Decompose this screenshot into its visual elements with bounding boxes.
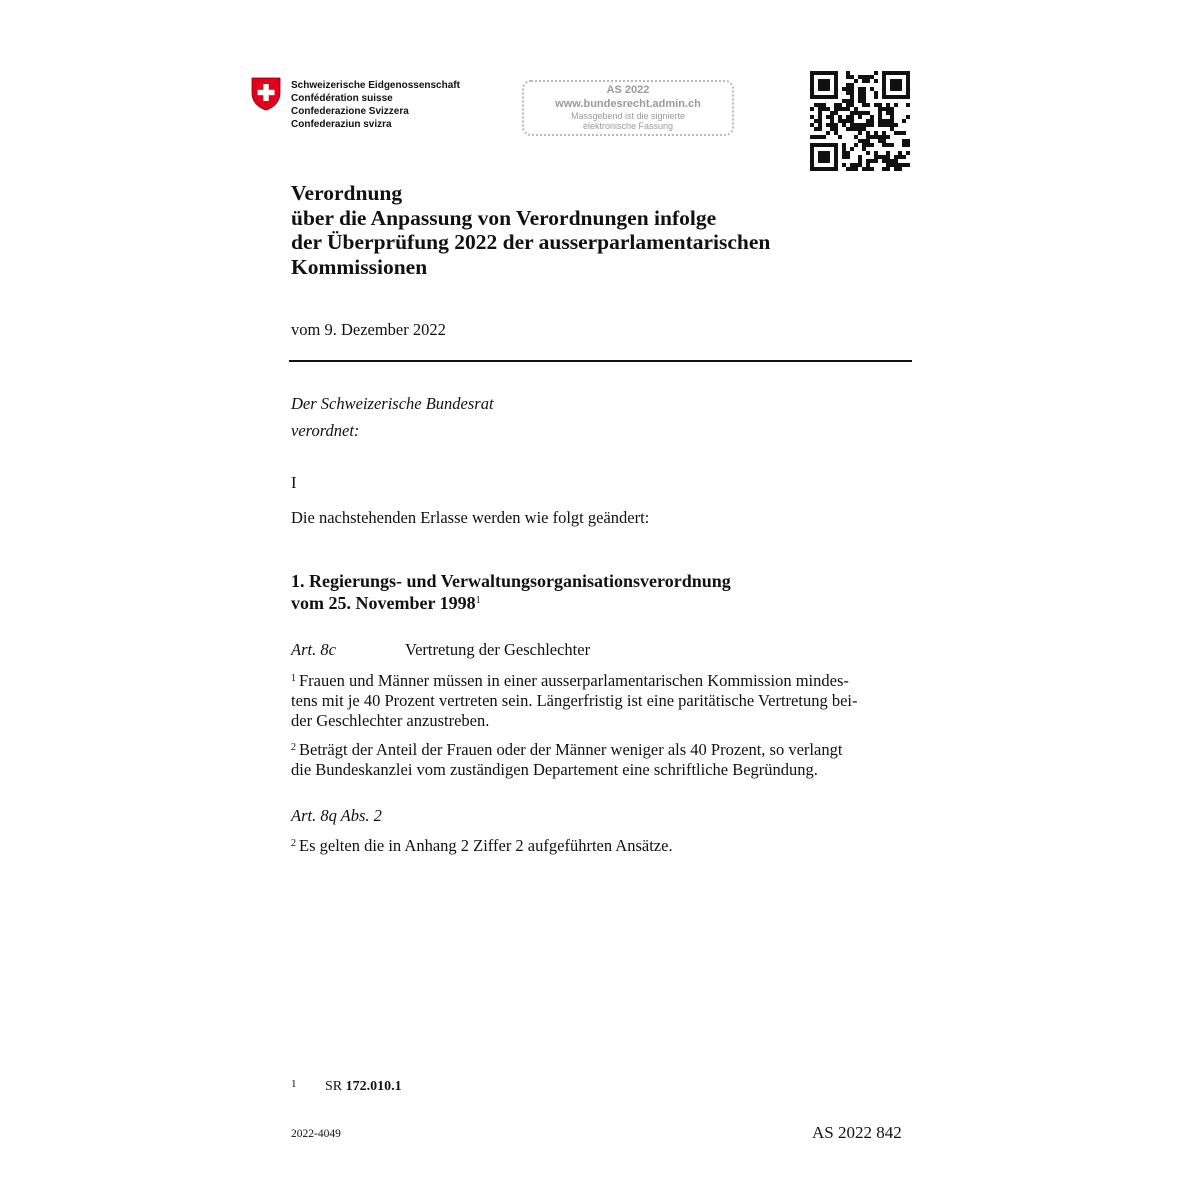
paragraph-text: Es gelten die in Anhang 2 Ziffer 2 aufgeführten Ansätze. [299,836,673,855]
issuer-block [291,390,494,444]
publication-stamp [522,80,734,136]
article-8c-number: Art. 8c [291,640,336,659]
as-number: AS 2022 842 [812,1123,902,1142]
title-line-2: über die Anpassung von Verordnungen infolge [291,205,717,230]
footnote-text [325,1079,402,1095]
title-line-3: der Überprüfung 2022 der ausserparlamentarischen [291,230,771,254]
stamp-line-4: elektronische Fassung [582,121,674,131]
authority-line-rm: Confederaziun svizra [291,119,392,130]
paragraph-line: Frauen und Männer müssen in einer ausserparlamentarischen Kommission mindes- [299,671,849,690]
paragraph-line: die Bundeskanzlei vom zuständigen Departement eine schriftliche Begründung. [291,760,818,779]
authority-line-de: Schweizerische Eidgenossenschaft [291,80,460,91]
stamp-line-2: www.bundesrecht.admin.ch [555,98,701,110]
section-line-2: vom 25. November 1998 [291,593,476,613]
title-line-4: Kommissionen [291,254,428,279]
article-8q-paragraph-2 [291,834,911,856]
document-date: vom 9. Dezember 2022 [291,320,446,339]
swiss-coat-of-arms-icon [251,77,281,111]
paragraph-line: der Geschlechter anzustreben. [291,711,490,730]
paragraph-number: 2 [291,838,296,849]
authority-names [291,79,460,131]
article-8q-number: Art. 8q Abs. 2 [291,806,382,825]
authority-line-it: Confederazione Svizzera [291,106,409,117]
title-line-1: Verordnung [291,181,403,205]
article-8c-title: Vertretung der Geschlechter [405,640,591,659]
paragraph-number: 2 [291,742,296,753]
decree-line: verordnet: [291,421,360,440]
paragraph-line: Beträgt der Anteil der Frauen oder der Männer weniger als 40 Prozent, so verlangt [299,740,843,759]
paragraph-line: tens mit je 40 Prozent vertreten sein. Längerfristig ist eine paritätische Vertretung bei- [291,691,858,710]
intro-text: Die nachstehenden Erlasse werden wie folgt geändert: [291,508,650,527]
stamp-line-1: AS 2022 [606,84,650,96]
section-heading [291,571,731,613]
stamp-line-3: Massgebend ist die signierte [570,111,686,121]
qr-code-icon [810,71,910,171]
issuer-line: Der Schweizerische Bundesrat [291,394,494,413]
part-number: I [291,473,297,492]
article-8c-paragraph-2 [291,738,911,780]
footnote-number: 1 [291,1078,297,1090]
title-divider [289,360,912,362]
paragraph-number: 1 [291,673,296,684]
document-number: 2022-4049 [291,1128,341,1140]
footnote-sr-reference[interactable]: 172.010.1 [345,1079,402,1094]
footnote-ref[interactable]: 1 [475,595,481,606]
footnote-prefix: SR [325,1079,343,1094]
document-title [291,181,911,279]
section-line-1: 1. Regierungs- und Verwaltungsorganisationsverordnung [291,571,731,591]
authority-line-fr: Confédération suisse [291,93,393,104]
article-8c-paragraph-1 [291,669,911,731]
